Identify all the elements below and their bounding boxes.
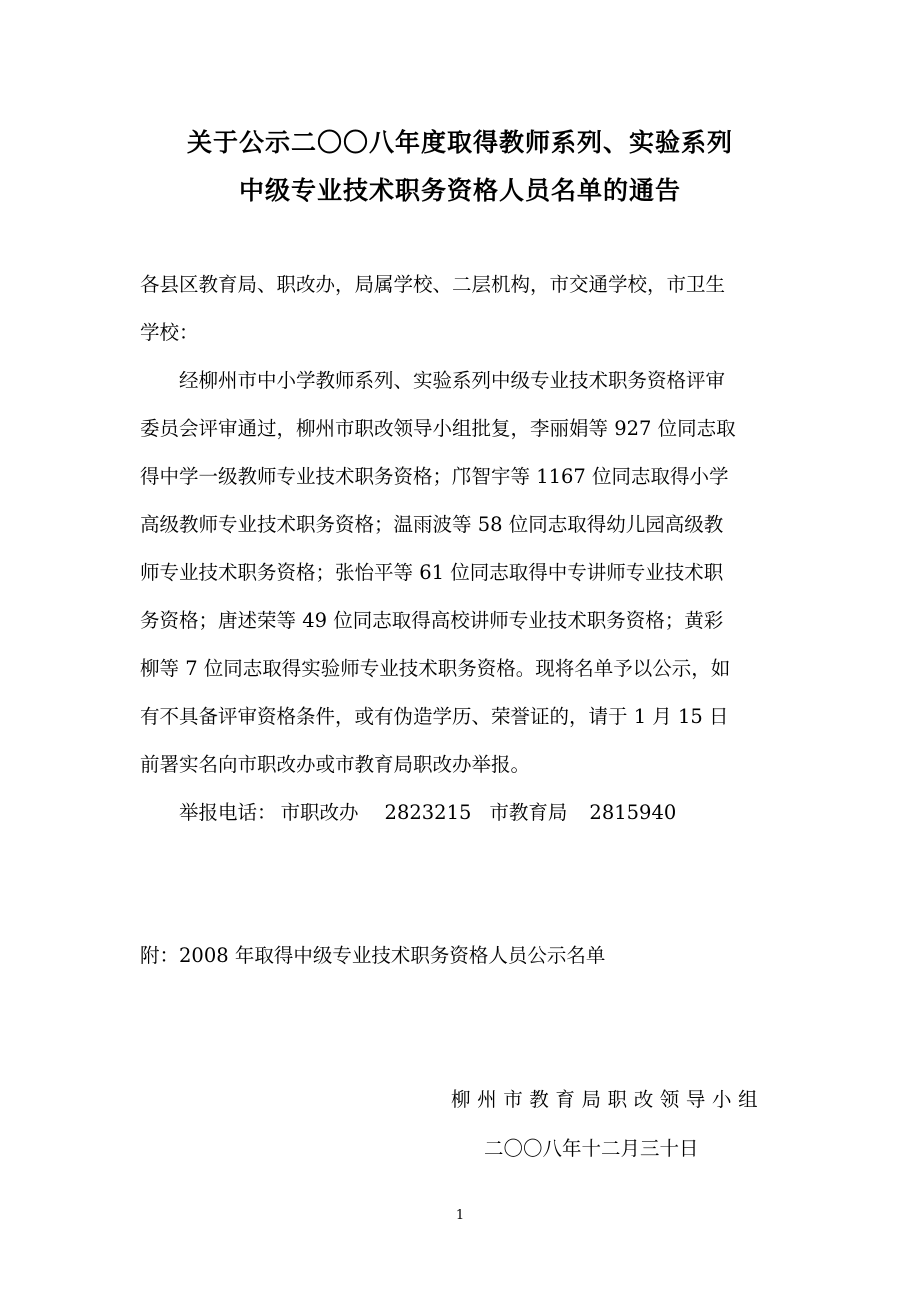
- body-line: 得中学一级教师专业技术职务资格；邝智宇等 1167 位同志取得小学: [140, 465, 729, 488]
- office-2-name: 市教育局: [489, 801, 568, 824]
- contact-label: 举报电话：: [179, 801, 277, 824]
- body-line: 前署实名向市职改办或市教育局职改办举报。: [140, 753, 531, 776]
- office-1-phone: 2823215: [384, 801, 472, 824]
- body-line: 高级教师专业技术职务资格；温雨波等 58 位同志取得幼儿园高级教: [140, 513, 724, 536]
- body-line: 师专业技术职务资格；张怡平等 61 位同志取得中专讲师专业技术职: [140, 561, 724, 584]
- title-line-2: 中级专业技术职务资格人员名单的通告: [238, 176, 681, 205]
- body-line: 委员会评审通过，柳州市职改领导小组批复，李丽娟等 927 位同志取: [140, 417, 736, 440]
- salutation-line-1: 各县区教育局、职改办，局属学校、二层机构，市交通学校，市卫生: [140, 273, 726, 296]
- title-line-1: 关于公示二〇〇八年度取得教师系列、实验系列: [186, 128, 733, 157]
- body-line: 有不具备评审资格条件，或有伪造学历、荣誉证的，请于 1 月 15 日: [140, 705, 729, 728]
- signature-date: 二〇〇八年十二月三十日: [484, 1137, 699, 1160]
- office-1-name: 市职改办: [280, 801, 359, 824]
- salutation-line-2: 学校：: [140, 321, 199, 344]
- office-2-phone: 2815940: [589, 801, 677, 824]
- body-line: 柳等 7 位同志取得实验师专业技术职务资格。现将名单予以公示，如: [140, 657, 731, 680]
- attachment-note: 附：2008 年取得中级专业技术职务资格人员公示名单: [140, 944, 606, 967]
- page-number: 1: [455, 1208, 465, 1223]
- report-contact: [179, 799, 676, 827]
- signature-organization: 柳州市教育局职改领导小组: [451, 1088, 765, 1111]
- body-line: 经柳州市中小学教师系列、实验系列中级专业技术职务资格评审: [179, 369, 726, 392]
- body-line: 务资格；唐述荣等 49 位同志取得高校讲师专业技术职务资格；黄彩: [140, 609, 724, 632]
